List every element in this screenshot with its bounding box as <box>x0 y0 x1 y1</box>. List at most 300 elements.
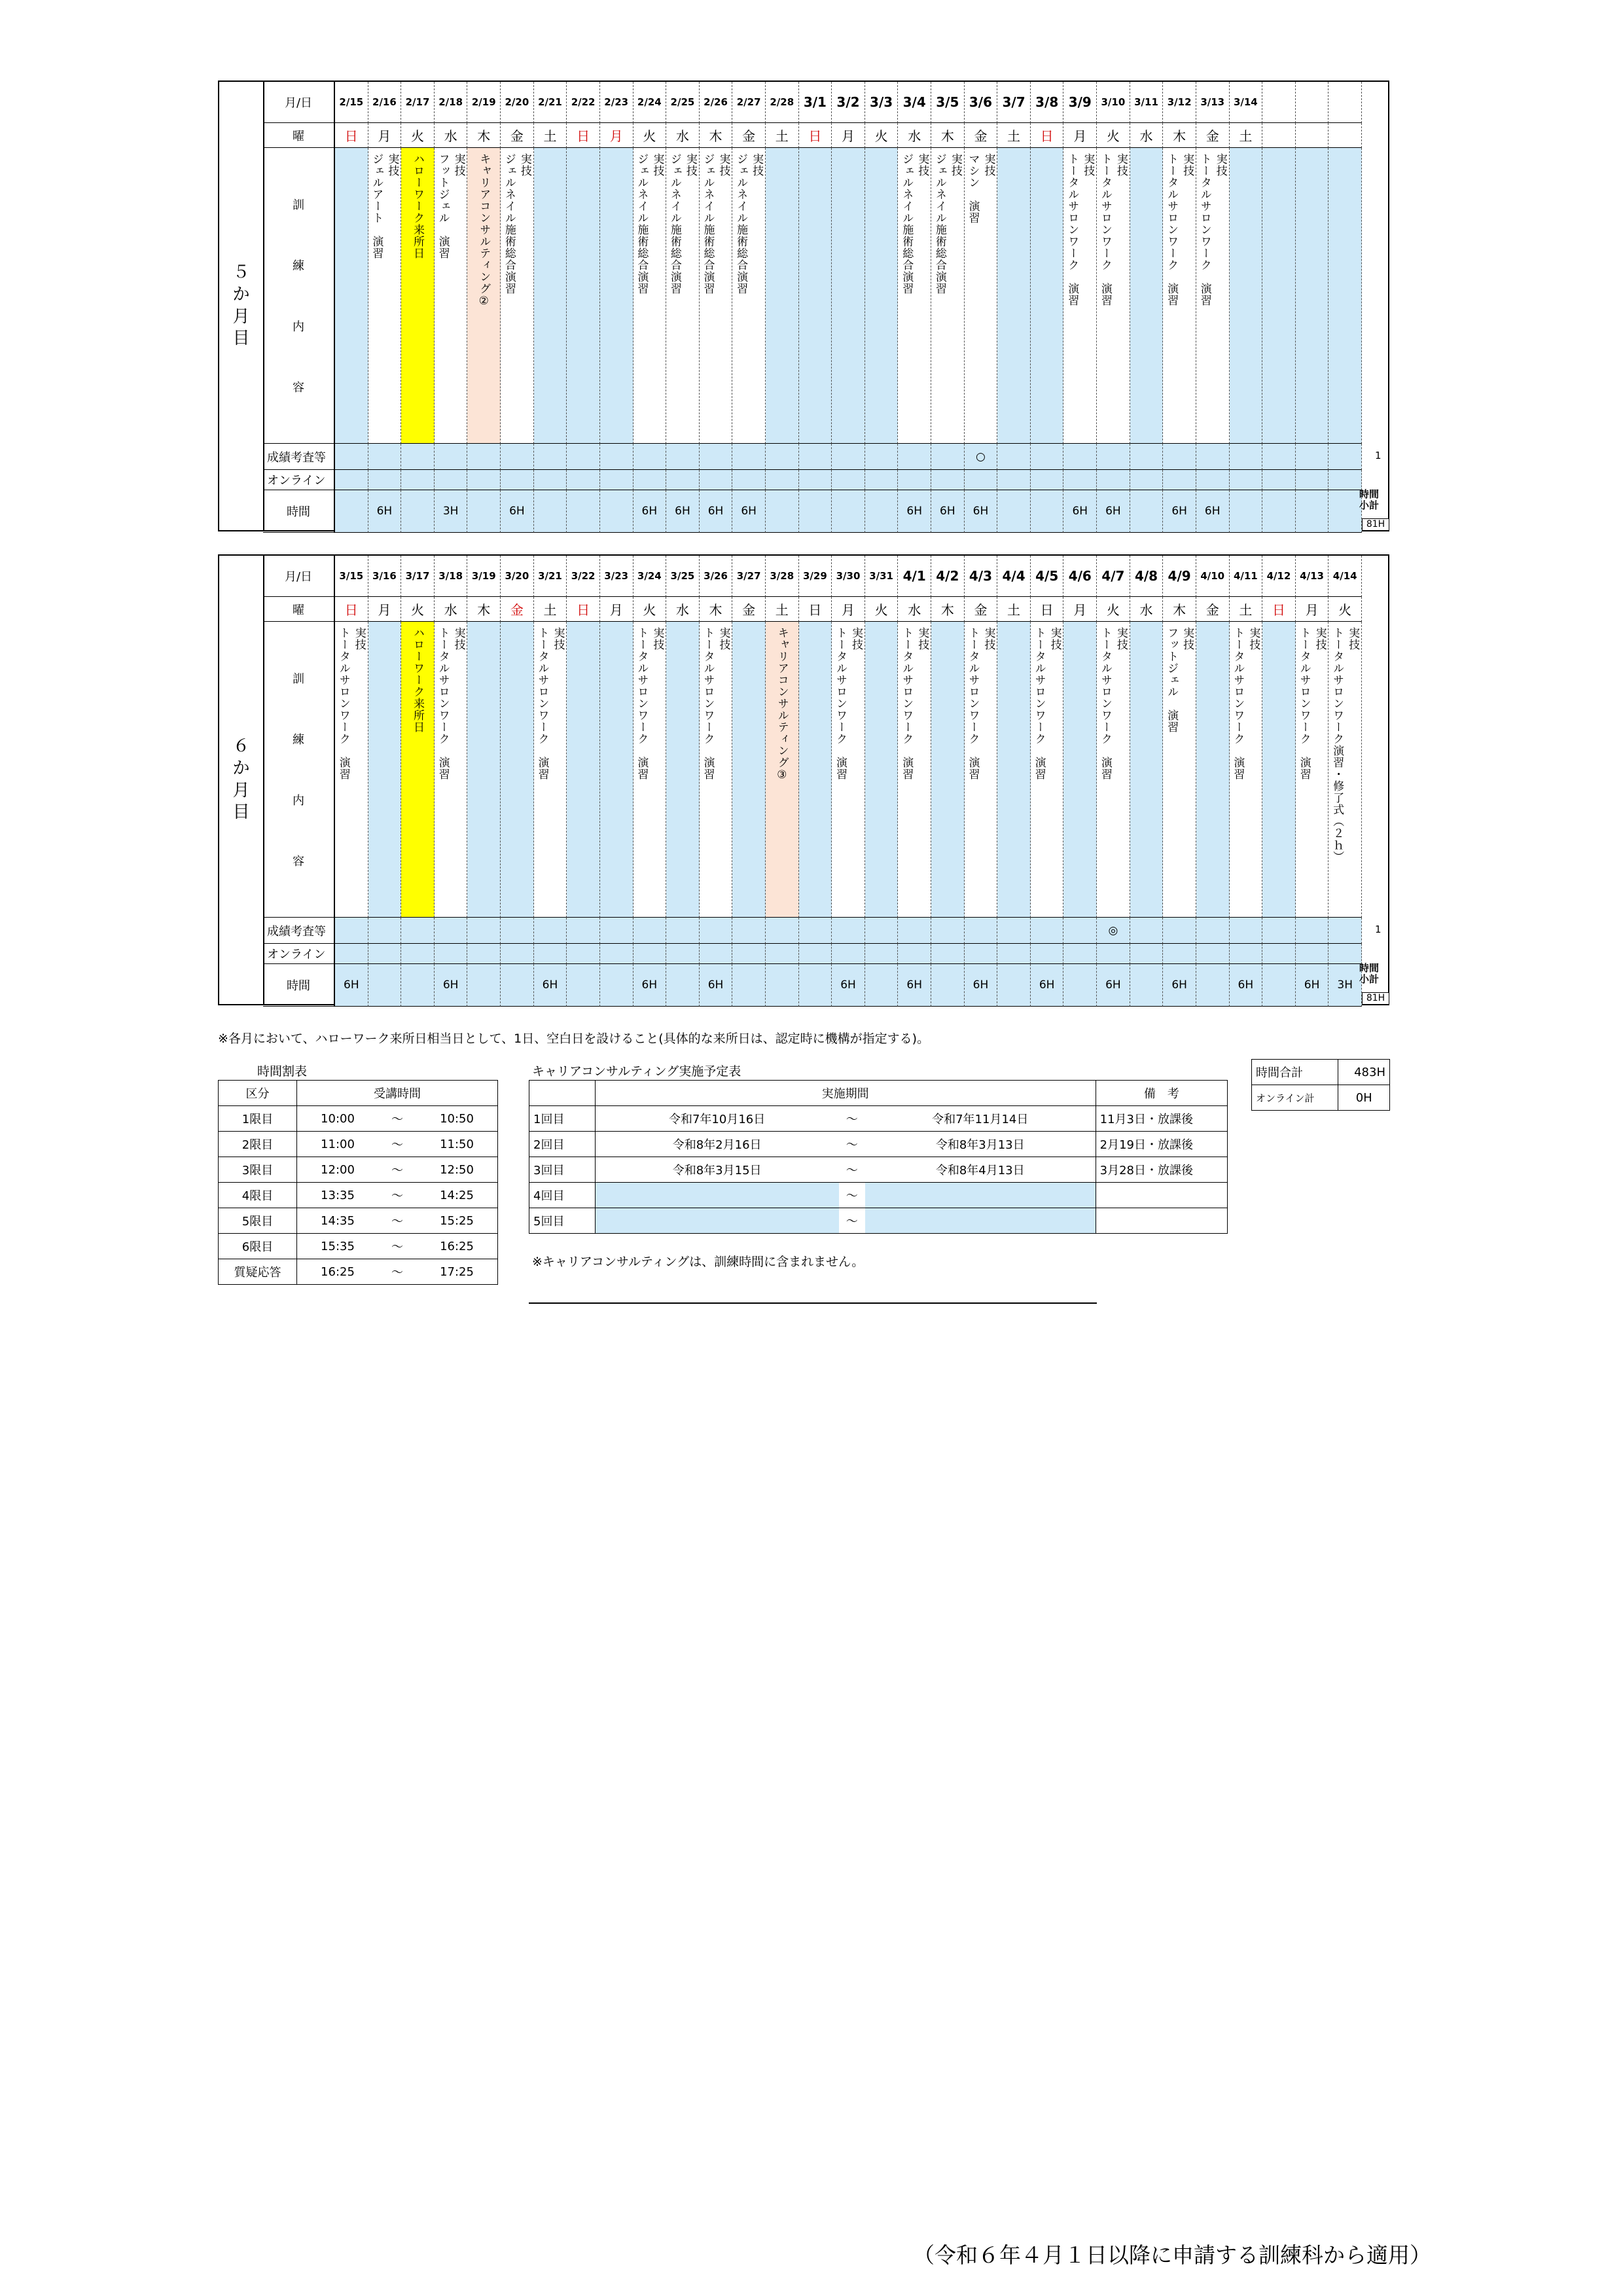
hours-cell <box>865 490 899 533</box>
career-schedule-table <box>529 1080 1228 1234</box>
date-cell: 3/2 <box>832 82 865 123</box>
exam-cell <box>1296 918 1329 944</box>
training-content-cell <box>666 622 700 918</box>
exam-cell <box>766 444 799 470</box>
session-cell: 5回目 <box>529 1208 596 1234</box>
weekday-cell: 火 <box>633 597 667 622</box>
date-cell: 3/6 <box>965 82 998 123</box>
hours-cell <box>865 964 899 1007</box>
training-content-text: ハローワーク来所日 <box>411 153 425 259</box>
weekday-cell: 土 <box>997 597 1031 622</box>
exam-cell <box>534 918 567 944</box>
exam-cell <box>1063 918 1097 944</box>
training-content-cell <box>997 622 1031 918</box>
training-content-text: 実技 トータルサロンワーク 演習 <box>966 627 995 780</box>
hours-cell <box>1262 964 1296 1007</box>
date-cell: 3/11 <box>1130 82 1164 123</box>
tilde: ～ <box>378 1132 416 1157</box>
date-cell: 3/7 <box>997 82 1031 123</box>
date-cell: 3/17 <box>401 556 435 597</box>
training-content-text: 実技 トータルサロンワーク 演習 <box>336 627 366 780</box>
weekday-cell: 木 <box>467 597 501 622</box>
training-content-text: 実技 フットジェル 演習 <box>1165 627 1194 733</box>
exam-cell <box>732 444 766 470</box>
timetable-row <box>219 1106 498 1132</box>
weekday-cell: 月 <box>600 123 633 148</box>
online-cell <box>335 944 368 964</box>
hours-cell <box>600 490 633 533</box>
hours-cell <box>600 964 633 1007</box>
online-total-label: オンライン計 <box>1252 1085 1338 1111</box>
hours-cell: 6H <box>1163 490 1196 533</box>
weekday-cell: 土 <box>1230 597 1263 622</box>
exam-cell <box>766 918 799 944</box>
weekday-cell: 火 <box>865 597 899 622</box>
training-content-cell <box>898 622 931 918</box>
total-hours-label: 時間合計 <box>1252 1060 1338 1085</box>
row-label-date: 月/日 <box>263 82 335 123</box>
online-cell <box>1031 944 1064 964</box>
exam-cell <box>799 444 832 470</box>
training-content-cell <box>534 148 567 444</box>
training-content-cell <box>766 622 799 918</box>
exam-cell <box>1163 444 1196 470</box>
date-cell: 3/25 <box>666 556 700 597</box>
weekday-cell: 金 <box>965 597 998 622</box>
weekday-cell: 日 <box>1262 597 1296 622</box>
exam-cell <box>965 918 998 944</box>
side-exam-count: 1 <box>1375 450 1382 461</box>
tilde: ～ <box>839 1132 865 1157</box>
date-cell: 3/5 <box>931 82 965 123</box>
weekday-cell: 土 <box>1230 123 1263 148</box>
training-content-text: キャリアコンサルティング② <box>477 153 491 308</box>
timetable <box>218 1080 498 1285</box>
training-content-cell <box>633 148 667 444</box>
training-content-cell <box>368 622 402 918</box>
training-content-cell <box>335 148 368 444</box>
training-content-cell <box>600 148 633 444</box>
online-total-value: 0H <box>1338 1085 1390 1111</box>
training-content-cell <box>732 148 766 444</box>
exam-cell: ◎ <box>1097 918 1130 944</box>
date-cell: 2/27 <box>732 82 766 123</box>
training-content-cell <box>1130 148 1164 444</box>
online-cell <box>898 944 931 964</box>
training-content-text: 実技 ジェルネイル施術総合演習 <box>734 153 764 295</box>
weekday-cell: 水 <box>1130 597 1164 622</box>
hours-cell: 6H <box>368 490 402 533</box>
hours-cell: 6H <box>1296 964 1329 1007</box>
start-time: 14:35 <box>297 1208 378 1234</box>
hours-cell <box>732 964 766 1007</box>
exam-cell <box>401 918 435 944</box>
training-content-text: 実技 トータルサロンワーク 演習 <box>1231 627 1260 780</box>
start-time: 11:00 <box>297 1132 378 1157</box>
training-content-text: 実技 トータルサロンワーク 演習 <box>436 627 465 780</box>
career-schedule-title: キャリアコンサルティング実施予定表 <box>532 1064 741 1079</box>
date-cell: 2/20 <box>501 82 534 123</box>
exam-cell <box>567 444 600 470</box>
hours-cell: 6H <box>965 964 998 1007</box>
start-date: 令和8年2月16日 <box>595 1132 838 1157</box>
hours-cell: 6H <box>898 964 931 1007</box>
date-cell: 3/14 <box>1230 82 1263 123</box>
training-content-cell <box>700 148 733 444</box>
hours-cell: 6H <box>1097 964 1130 1007</box>
date-cell: 3/24 <box>633 556 667 597</box>
online-cell <box>997 470 1031 490</box>
online-cell <box>1230 944 1263 964</box>
training-content-cell <box>401 148 435 444</box>
hours-cell <box>766 964 799 1007</box>
training-content-cell <box>931 148 965 444</box>
date-cell: 4/13 <box>1296 556 1329 597</box>
exam-cell <box>832 918 865 944</box>
training-content-cell <box>467 148 501 444</box>
hours-cell <box>1031 490 1064 533</box>
date-cell: 3/18 <box>435 556 468 597</box>
exam-cell <box>865 444 899 470</box>
hours-cell <box>1230 490 1263 533</box>
hours-cell: 6H <box>832 964 865 1007</box>
weekday-cell: 土 <box>534 123 567 148</box>
career-row <box>529 1157 1228 1183</box>
hours-subtotal-value: 81H <box>1362 992 1389 1005</box>
hours-cell: 6H <box>435 964 468 1007</box>
exam-cell <box>732 918 766 944</box>
training-content-cell <box>1329 148 1362 444</box>
content-label-char: 内 <box>293 793 304 808</box>
hours-cell <box>1296 490 1329 533</box>
exam-cell <box>335 444 368 470</box>
date-cell: 2/25 <box>666 82 700 123</box>
hours-cell: 6H <box>666 490 700 533</box>
online-cell <box>700 470 733 490</box>
career-row <box>529 1106 1228 1132</box>
online-cell <box>965 944 998 964</box>
hours-cell: 6H <box>1196 490 1230 533</box>
hours-cell: 6H <box>965 490 998 533</box>
hours-cell <box>501 964 534 1007</box>
online-cell <box>435 470 468 490</box>
date-cell: 4/6 <box>1063 556 1097 597</box>
hours-cell: 6H <box>633 490 667 533</box>
start-date <box>595 1208 838 1234</box>
date-cell: 3/12 <box>1163 82 1196 123</box>
row-label-online: オンライン <box>263 470 335 490</box>
timetable-row <box>219 1132 498 1157</box>
end-date: 令和7年11月14日 <box>865 1106 1096 1132</box>
row-label-date: 月/日 <box>263 556 335 597</box>
date-cell: 3/27 <box>732 556 766 597</box>
content-label-char: 練 <box>293 733 304 747</box>
date-cell: 2/24 <box>633 82 667 123</box>
weekday-cell: 火 <box>1097 597 1130 622</box>
online-cell <box>368 944 402 964</box>
training-content-text: 実技 トータルサロンワーク 演習 <box>635 627 664 780</box>
training-content-cell <box>700 622 733 918</box>
career-header-blank <box>529 1081 596 1106</box>
training-content-text: 実技 トータルサロンワーク 演習 <box>1098 153 1128 306</box>
weekday-cell: 水 <box>898 597 931 622</box>
training-content-cell <box>1130 622 1164 918</box>
exam-cell <box>931 444 965 470</box>
exam-cell <box>931 918 965 944</box>
row-label-hours: 時間 <box>263 964 335 1007</box>
weekday-cell: 金 <box>501 123 534 148</box>
hours-cell <box>997 490 1031 533</box>
online-cell <box>401 470 435 490</box>
weekday-cell: 木 <box>931 123 965 148</box>
training-content-cell <box>467 622 501 918</box>
hours-cell <box>766 490 799 533</box>
training-content-cell <box>666 148 700 444</box>
online-cell <box>865 944 899 964</box>
exam-cell <box>1130 444 1164 470</box>
weekday-cell: 日 <box>567 123 600 148</box>
training-content-text: 実技 ジェルネイル施術総合演習 <box>900 153 929 295</box>
month-block <box>218 554 1389 1005</box>
online-cell <box>965 470 998 490</box>
weekday-cell: 火 <box>401 123 435 148</box>
date-cell: 3/19 <box>467 556 501 597</box>
session-cell: 1回目 <box>529 1106 596 1132</box>
training-content-cell <box>600 622 633 918</box>
online-cell <box>1097 944 1130 964</box>
online-cell <box>898 470 931 490</box>
training-content-cell <box>766 148 799 444</box>
period-cell: 質疑応答 <box>219 1259 297 1285</box>
career-note-underline <box>529 1302 1097 1304</box>
online-cell <box>633 470 667 490</box>
hours-cell <box>1130 490 1164 533</box>
online-cell <box>1296 944 1329 964</box>
online-cell <box>666 470 700 490</box>
date-cell: 3/3 <box>865 82 899 123</box>
weekday-cell: 火 <box>865 123 899 148</box>
training-content-text: 実技 ジェルアート 演習 <box>370 153 399 259</box>
weekday-cell: 火 <box>1097 123 1130 148</box>
date-cell: 2/23 <box>600 82 633 123</box>
row-label-weekday: 曜 <box>263 597 335 622</box>
date-cell: 3/10 <box>1097 82 1130 123</box>
period-cell: 2限目 <box>219 1132 297 1157</box>
weekday-cell: 水 <box>666 597 700 622</box>
training-content-cell <box>1296 622 1329 918</box>
exam-cell <box>600 918 633 944</box>
online-cell <box>1130 470 1164 490</box>
training-content-text: 実技 トータルサロンワーク 演習 <box>1198 153 1227 306</box>
hours-cell: 3H <box>435 490 468 533</box>
online-cell <box>931 470 965 490</box>
weekday-cell: 金 <box>732 597 766 622</box>
date-cell: 2/22 <box>567 82 600 123</box>
date-cell: 4/5 <box>1031 556 1064 597</box>
training-content-cell <box>567 148 600 444</box>
exam-cell <box>700 918 733 944</box>
training-content-text: 実技 フットジェル 演習 <box>436 153 465 259</box>
training-content-cell <box>1163 622 1196 918</box>
date-cell <box>1262 82 1296 123</box>
footer-applicability: （令和６年４月１日以降に申請する訓練科から適用） <box>913 2242 1431 2268</box>
training-content-text: 実技 トータルサロンワーク 演習 <box>1297 627 1327 780</box>
training-content-text: 実技 トータルサロンワーク 演習 <box>1165 153 1194 306</box>
weekday-cell: 日 <box>335 597 368 622</box>
training-content-cell <box>732 622 766 918</box>
start-date: 令和7年10月16日 <box>595 1106 838 1132</box>
date-cell: 3/21 <box>534 556 567 597</box>
date-cell <box>1329 82 1362 123</box>
end-time: 17:25 <box>416 1259 498 1285</box>
date-cell: 3/31 <box>865 556 899 597</box>
row-label-content <box>263 622 335 918</box>
weekday-cell: 火 <box>1329 597 1362 622</box>
period-cell: 1限目 <box>219 1106 297 1132</box>
online-cell <box>1329 944 1362 964</box>
tilde: ～ <box>378 1157 416 1183</box>
exam-cell <box>335 918 368 944</box>
hours-cell: 6H <box>1063 490 1097 533</box>
hours-cell: 6H <box>1163 964 1196 1007</box>
date-cell: 4/2 <box>931 556 965 597</box>
training-content-text: 実技 トータルサロンワーク演習・修了式（２ｈ） <box>1330 627 1360 863</box>
weekday-cell: 水 <box>898 123 931 148</box>
weekday-cell: 金 <box>965 123 998 148</box>
tilde: ～ <box>378 1106 416 1132</box>
end-date <box>865 1183 1096 1208</box>
hours-cell <box>401 964 435 1007</box>
weekday-cell: 火 <box>401 597 435 622</box>
date-cell: 4/4 <box>997 556 1031 597</box>
training-content-text: 実技 トータルサロンワーク 演習 <box>701 627 730 780</box>
date-cell: 3/15 <box>335 556 368 597</box>
side-hours-subtotal-label: 時間 小計 <box>1359 488 1380 511</box>
training-content-cell <box>1262 622 1296 918</box>
date-cell: 3/16 <box>368 556 402 597</box>
totals-table <box>1251 1059 1390 1111</box>
start-date <box>595 1183 838 1208</box>
date-cell: 4/14 <box>1329 556 1362 597</box>
weekday-cell: 火 <box>633 123 667 148</box>
online-cell <box>865 470 899 490</box>
row-label-exam: 成績考査等 <box>263 918 335 944</box>
online-cell <box>1262 470 1296 490</box>
online-cell <box>401 944 435 964</box>
weekday-cell: 日 <box>1031 597 1064 622</box>
weekday-cell: 水 <box>435 123 468 148</box>
start-date: 令和8年3月15日 <box>595 1157 838 1183</box>
exam-cell <box>997 918 1031 944</box>
training-content-cell <box>435 622 468 918</box>
exam-cell <box>898 444 931 470</box>
career-note: ※キャリアコンサルティングは、訓練時間に含まれません。 <box>532 1255 865 1269</box>
weekday-cell: 水 <box>435 597 468 622</box>
hours-cell <box>931 964 965 1007</box>
end-date: 令和8年4月13日 <box>865 1157 1096 1183</box>
exam-cell <box>467 918 501 944</box>
start-time: 16:25 <box>297 1259 378 1285</box>
end-time: 10:50 <box>416 1106 498 1132</box>
training-content-text: 実技 トータルサロンワーク 演習 <box>1065 153 1095 306</box>
hours-cell <box>467 964 501 1007</box>
training-content-text: 実技 ジェルネイル施術総合演習 <box>635 153 664 295</box>
remarks-cell: 2月19日・放課後 <box>1096 1132 1227 1157</box>
exam-cell <box>1230 444 1263 470</box>
exam-cell <box>600 444 633 470</box>
training-content-cell <box>965 148 998 444</box>
weekday-cell: 月 <box>600 597 633 622</box>
hours-cell <box>1196 964 1230 1007</box>
exam-cell <box>1097 444 1130 470</box>
weekday-cell: 金 <box>1196 597 1230 622</box>
online-cell <box>567 470 600 490</box>
online-cell <box>931 944 965 964</box>
weekday-cell <box>1296 123 1329 148</box>
online-cell <box>435 944 468 964</box>
hours-cell: 6H <box>732 490 766 533</box>
training-content-text: 実技 ジェルネイル施術総合演習 <box>502 153 531 295</box>
session-cell: 3回目 <box>529 1157 596 1183</box>
start-time: 12:00 <box>297 1157 378 1183</box>
exam-cell <box>666 444 700 470</box>
career-header-remarks: 備 考 <box>1096 1081 1227 1106</box>
training-content-cell <box>1230 148 1263 444</box>
training-content-text: 実技 ジェルネイル施術総合演習 <box>701 153 730 295</box>
hours-cell <box>799 490 832 533</box>
period-cell: 4限目 <box>219 1183 297 1208</box>
hours-cell: 3H <box>1329 964 1362 1007</box>
exam-cell <box>435 444 468 470</box>
remarks-cell: 3月28日・放課後 <box>1096 1157 1227 1183</box>
weekday-cell: 土 <box>534 597 567 622</box>
online-cell <box>1063 470 1097 490</box>
hours-cell <box>567 964 600 1007</box>
remarks-cell <box>1096 1208 1227 1234</box>
online-cell <box>1329 470 1362 490</box>
online-cell <box>1097 470 1130 490</box>
side-hours-subtotal-label: 時間 小計 <box>1359 962 1380 985</box>
exam-cell <box>501 444 534 470</box>
weekday-cell: 月 <box>368 123 402 148</box>
weekday-cell: 土 <box>766 123 799 148</box>
online-cell <box>335 470 368 490</box>
timetable-row <box>219 1157 498 1183</box>
weekday-cell: 月 <box>832 123 865 148</box>
hours-cell <box>1063 964 1097 1007</box>
exam-cell <box>1262 444 1296 470</box>
exam-cell <box>865 918 899 944</box>
content-label-char: 内 <box>293 319 304 334</box>
online-cell <box>1163 470 1196 490</box>
online-cell <box>567 944 600 964</box>
tilde: ～ <box>839 1157 865 1183</box>
training-content-cell <box>1329 622 1362 918</box>
weekday-cell: 日 <box>567 597 600 622</box>
online-cell <box>1262 944 1296 964</box>
exam-cell <box>1296 444 1329 470</box>
period-cell: 5限目 <box>219 1208 297 1234</box>
hours-cell: 6H <box>335 964 368 1007</box>
start-time: 15:35 <box>297 1234 378 1259</box>
hours-cell: 6H <box>1230 964 1263 1007</box>
content-label-char: 訓 <box>293 672 304 687</box>
date-cell: 3/9 <box>1063 82 1097 123</box>
weekday-cell: 木 <box>1163 597 1196 622</box>
date-cell <box>1296 82 1329 123</box>
hours-cell: 6H <box>1097 490 1130 533</box>
hours-cell <box>368 964 402 1007</box>
